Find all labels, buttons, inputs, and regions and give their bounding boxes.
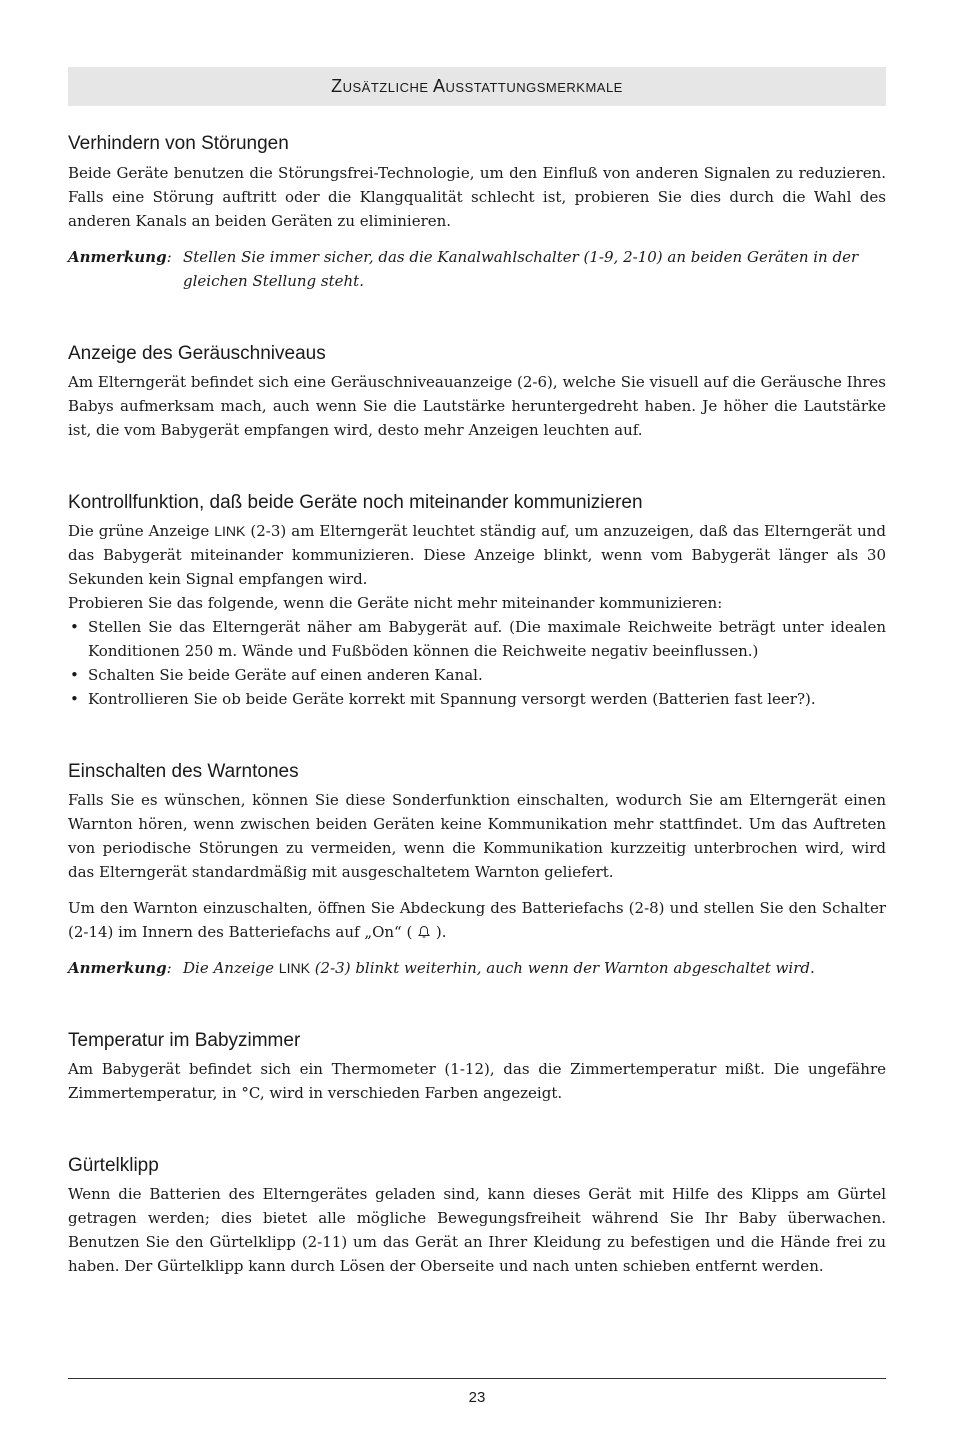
note-label: Anmerkung — [68, 959, 167, 977]
heading-sound-level: Anzeige des Geräuschniveaus — [68, 343, 326, 364]
list-item: • Kontrollieren Sie ob beide Geräte korrekt mit Spannung versorgt werden (Batterien fast leer?). — [68, 687, 886, 711]
heading-link-check: Kontrollfunktion, daß beide Geräte noch miteinander kommunizieren — [68, 492, 643, 513]
link-indicator-label: LINK — [278, 960, 310, 976]
list-item: • Stellen Sie das Elterngerät näher am Babygerät auf. (Die maximale Reichweite beträgt unter idealen Konditionen 250 m. Wände und Fußböden können die Reichweite negativ beeinflussen.) — [68, 615, 886, 663]
note-text-before: Die Anzeige — [183, 959, 279, 977]
paragraph-belt-clip: Wenn die Batterien des Elterngerätes geladen sind, kann dieses Gerät mit Hilfe des Klipps am Gürtel getragen werden; dies bietet alle mögliche Bewegungsfreiheit während Sie Ihr Baby überwachen. Benutzen Sie den Gürtelklipp (2-11) um das Gerät an Ihrer Kleidung zu befestigen und die Hände frei zu haben. Der Gürtelklipp kann durch Lösen der Oberseite und nach unten schieben entfernt werden. — [68, 1185, 886, 1275]
heading-belt-clip: Gürtelklipp — [68, 1155, 159, 1176]
footer-divider — [68, 1378, 886, 1379]
note-colon: : — [166, 959, 172, 977]
link-text-after: (2-3) am Elterngerät leuchtet ständig auf, um anzuzeigen, daß das Elterngerät und das Babygerät miteinander kommunizieren. Diese Anzeige blinkt, wenn vom Babygerät länger als 30 Sekunden kein Signal empfangen wird. — [68, 522, 887, 588]
heading-interference: Verhindern von Störungen — [68, 133, 289, 154]
section-header-bar — [68, 67, 886, 106]
link-indicator-label: LINK — [214, 523, 246, 539]
page-number: 23 — [468, 1389, 486, 1406]
paragraph-warning-tone: Falls Sie es wünschen, können Sie diese Sonderfunktion einschalten, wodurch Sie am Elterngerät einen Warnton hören, wenn zwischen beiden Geräten keine Kommunikation mehr stattfindet. Um das Auftreten von periodische Störungen zu vermeiden, wenn die Kommunikation kurzzeitig unterbrochen wird, wird das Elterngerät standardmäßig mit ausgeschaltetem Warnton geliefert. — [68, 791, 886, 881]
paragraph-warning-tone-2 — [68, 896, 886, 944]
page-title: Zusätzliche Ausstattungsmerkmale — [331, 76, 623, 96]
heading-warning-tone: Einschalten des Warntones — [68, 761, 299, 782]
paragraph-temperature: Am Babygerät befindet sich ein Thermometer (1-12), das die Zimmertemperatur mißt. Die ungefähre Zimmertemperatur, in °C, wird in verschieden Farben angezeigt. — [68, 1060, 886, 1102]
bullet-list — [68, 615, 886, 711]
note-colon: : — [166, 248, 172, 266]
warning-text-before: Um den Warnton einzuschalten, öffnen Sie Abdeckung des Batteriefachs (2-8) und stellen Sie den Schalter (2-14) im Innern des Batteriefachs auf „On“ ( — [68, 899, 886, 941]
note-text: Stellen Sie immer sicher, das die Kanalwahlschalter (1-9, 2-10) an beiden Geräten in der gleichen Stellung steht. — [183, 248, 859, 290]
warning-text-after: ). — [431, 923, 447, 941]
list-item: • Schalten Sie beide Geräte auf einen anderen Kanal. — [68, 663, 886, 687]
note-text-after: (2-3) blinkt weiterhin, auch wenn der Warnton abgeschaltet wird. — [309, 959, 815, 977]
note-text — [183, 956, 873, 980]
link-text-before: Die grüne Anzeige — [68, 522, 215, 540]
note-interference — [68, 245, 886, 290]
paragraph-link-check-2: Probieren Sie das folgende, wenn die Geräte nicht mehr miteinander kommunizieren: — [68, 594, 723, 612]
paragraph-link-check — [68, 519, 886, 591]
paragraph-sound-level: Am Elterngerät befindet sich eine Geräuschniveauanzeige (2-6), welche Sie visuell auf die Geräusche Ihres Babys aufmerksam mach, auch wenn Sie die Lautstärke heruntergedreht haben. Je höher die Lautstärke ist, die vom Babygerät empfangen wird, desto mehr Anzeigen leuchten auf. — [68, 373, 886, 439]
paragraph-interference: Beide Geräte benutzen die Störungsfrei-Technologie, um den Einfluß von anderen Signalen zu reduzieren. Falls eine Störung auftritt oder die Klangqualität schlecht ist, probieren Sie dies durch die Wahl des anderen Kanals an beiden Geräten zu eliminieren. — [68, 164, 886, 230]
note-warning-tone — [68, 956, 886, 980]
heading-temperature: Temperatur im Babyzimmer — [68, 1030, 301, 1051]
bell-icon — [417, 922, 431, 936]
note-label: Anmerkung — [68, 248, 167, 266]
